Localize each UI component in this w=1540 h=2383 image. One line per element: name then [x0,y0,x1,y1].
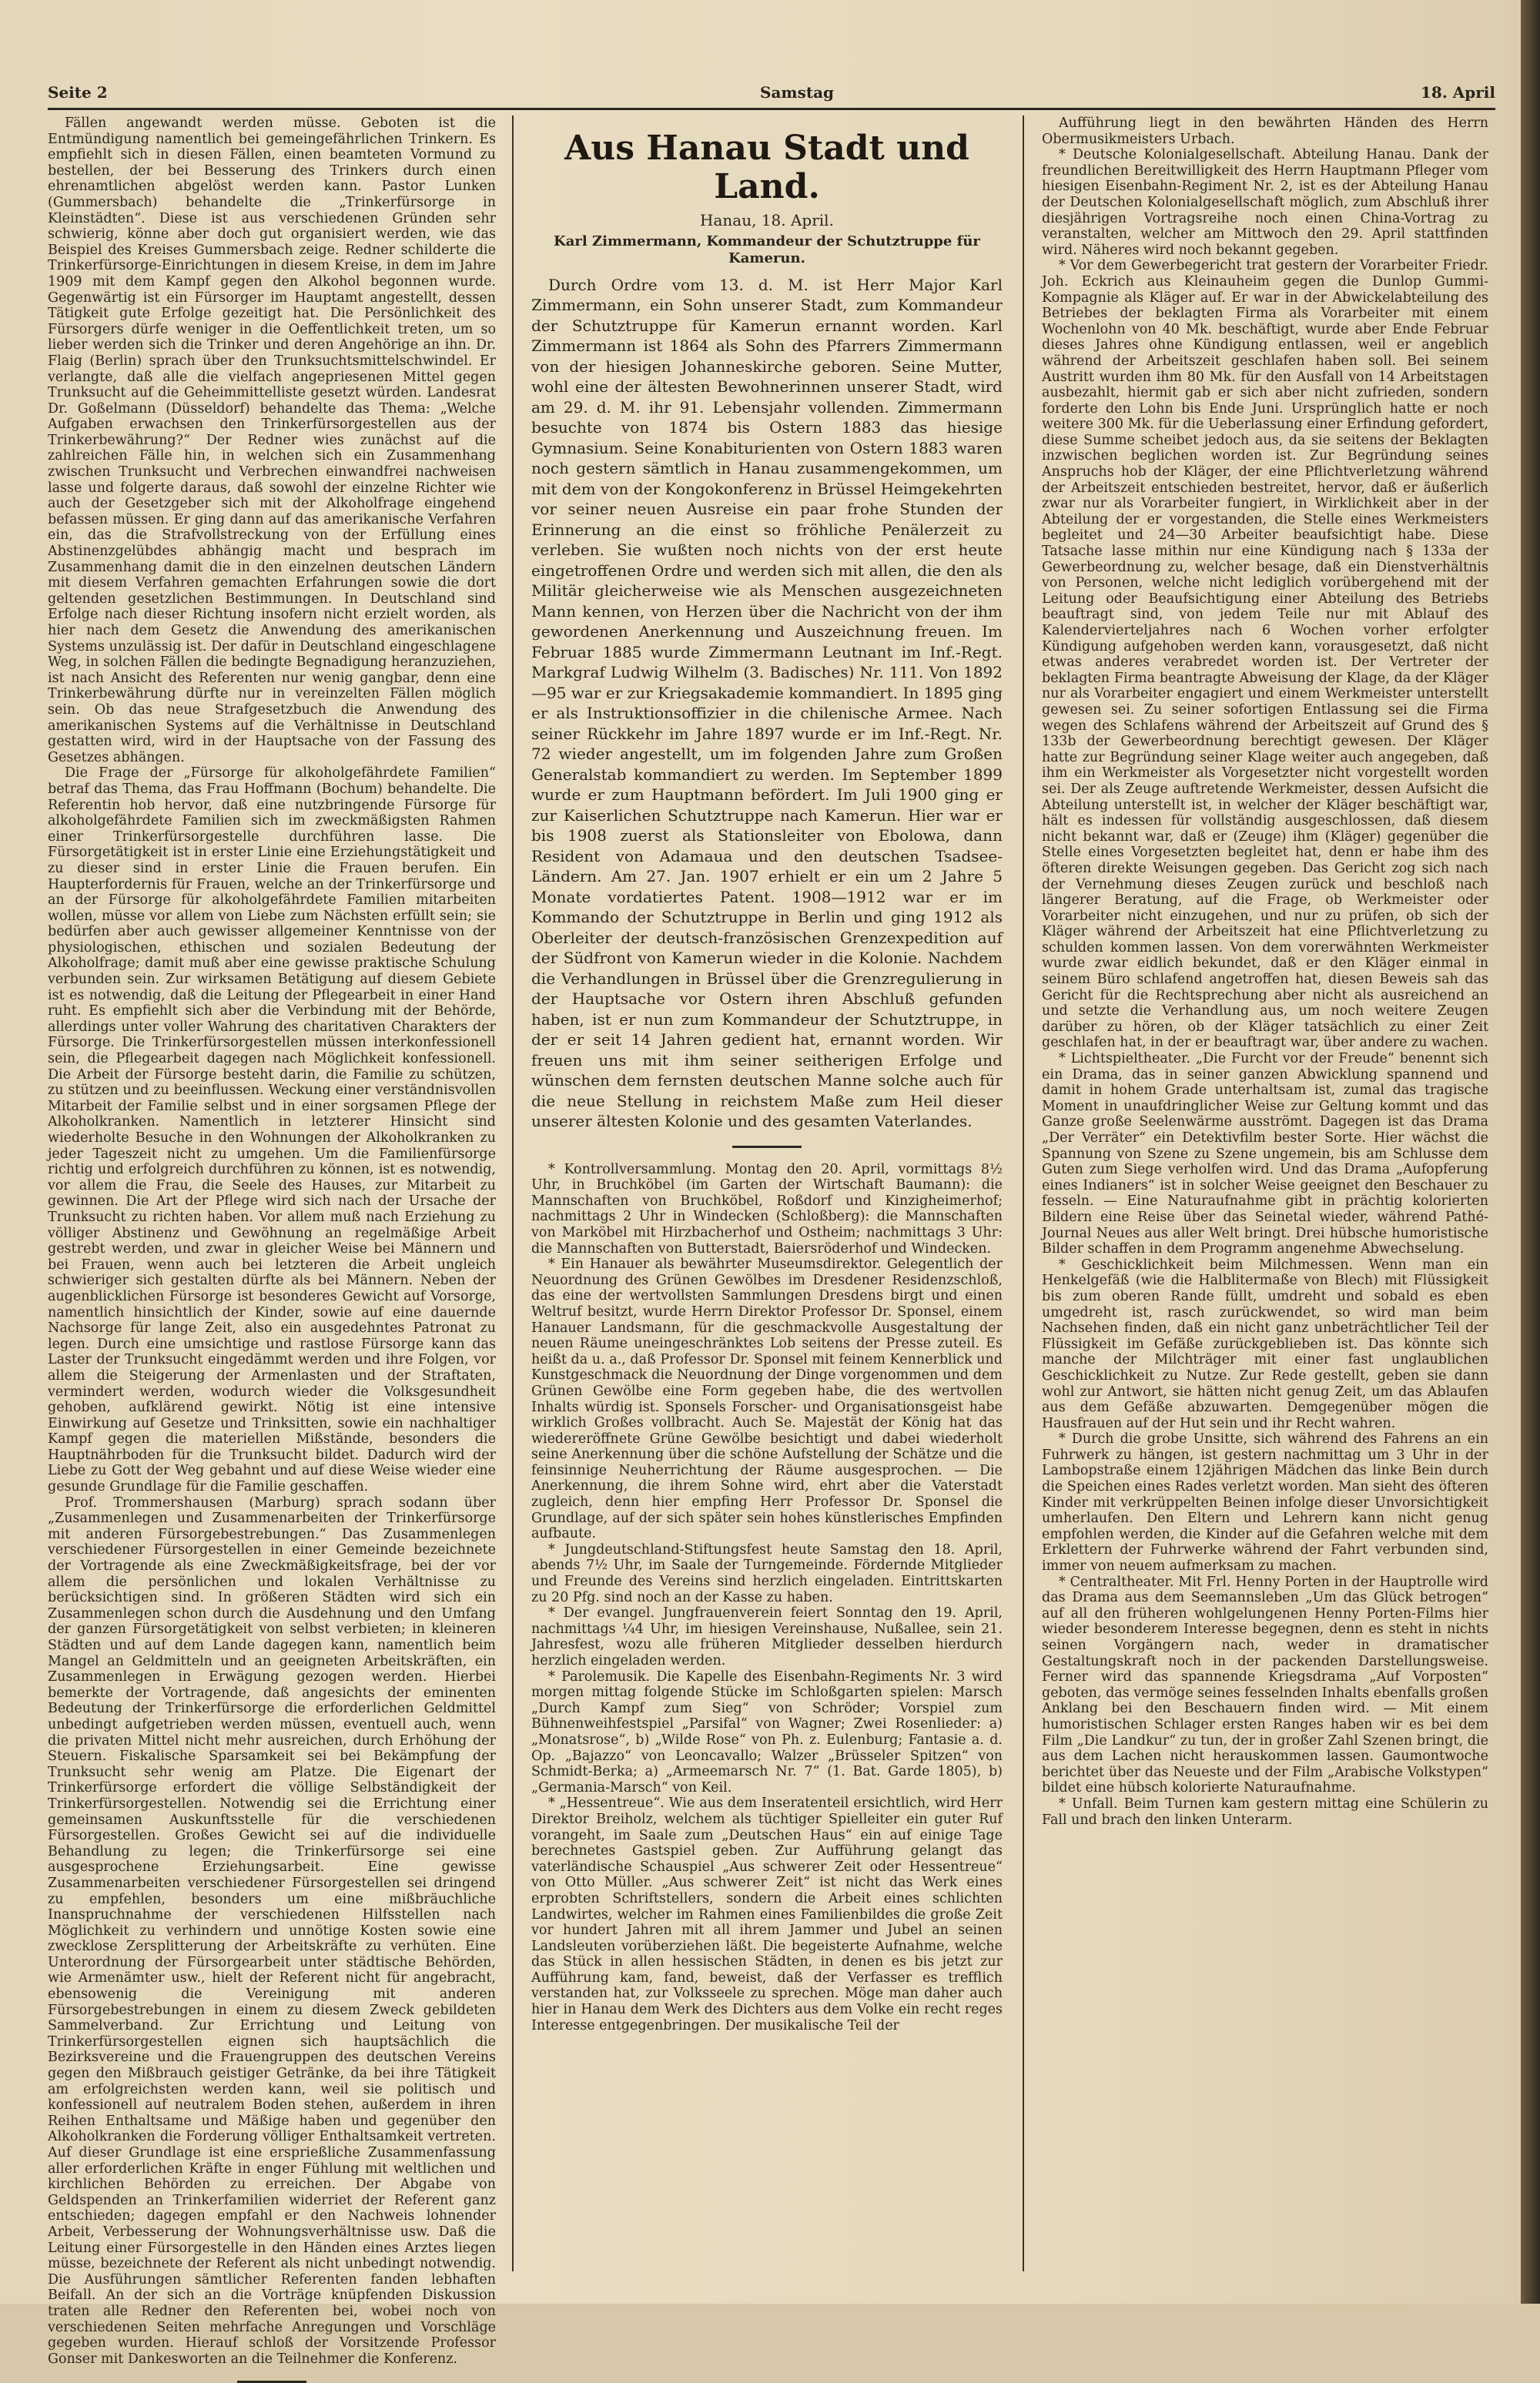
column-rule-1 [512,115,514,2271]
section-title: Aus Hanau Stadt und Land. [564,129,969,206]
news-item: * Vor dem Gewerbegericht trat gestern der Vorarbeiter Friedr. Joh. Eckrich aus Kleinauheim gegen die Dunlop Gummi-Kompagnie als Kläger auf. Er war in der Abwickelabteilung des Betriebes der beklagten Firma als Vorarbeiter mit einem Wochenlohn von 40 Mk. beschäftigt, wurde aber Ende Februar dieses Jahres ohne Kündigung entlassen, weil er angeblich während der Arbeitszeit geschlafen haben soll. Bei seinem Austritt wurden ihm 80 Mk. für den Ausfall von 14 Arbeitstagen ausbezahlt, hiermit gab er sich aber nicht zufrieden, sondern forderte den Lohn bis Ende Juni. Ursprünglich hatte er noch weitere 300 Mk. für die Ueberlassung einer Erfindung gefordert, diese Summe scheibet jedoch aus, da sie seitens der Beklagten inzwischen beglichen worden ist. Zur Begründung seines Anspruchs hob der Kläger, der eine Pflichtverletzung während der Arbeitszeit entschieden bestreitet, hervor, daß er äußerlich zwar nur als Vorarbeiter fungiert, in Wirklichkeit aber in der Abteilung der er vorgestanden, die Stelle eines Werkmeisters begleitet und 24—30 Arbeiter beaufsichtigt habe. Diese Tatsache lasse mithin nur eine Kündigung nach § 133a der Gewerbeordnung zu, welcher besage, daß ein Dienstverhältnis von Personen, welche nicht lediglich vorübergehend mit der Leitung oder Beaufsichtigung einer Abteilung des Betriebs beauftragt sind, von jedem Teile nur mit Ablauf des Kalendervierteljahres nach 6 Wochen vorher erfolgter Kündigung aufgehoben werden kann, vorausgesetzt, daß nicht etwas anderes verabredet worden ist. Der Vertreter der beklagten Firma beantragte Abweisung der Klage, da der Kläger nur als Vorarbeiter engagiert und einem Werkmeister unterstellt gewesen sei. Zu seiner sofortigen Entlassung sei die Firma wegen des Schlafens während der Arbeitszeit auf Grund des § 133b der Gewerbeordnung berechtigt gewesen. Der Kläger hatte zur Begründung seiner Klage weiter auch angegeben, daß ihm ein Werkmeister als Vorgesetzter nicht vorgestellt worden sei. Der als Zeuge auftretende Werkmeister, dessen Aufsicht die Abteilung unterstellt ist, in welcher der Kläger beschäftigt war, hält es indessen für vollständig ausgeschlossen, daß diesem nicht bekannt war, daß er (Zeuge) ihm (Kläger) gegenüber die Stelle eines Vorgesetzten begleitet hat, denn er habe ihm des öfteren direkte Weisungen gegeben. Das Gericht zog sich nach der Vernehmung dieses Zeugen zurück und beschloß nach längerer Beratung, auf die Frage, ob Werkmeister oder Vorarbeiter nicht einzugehen, und nur zu prüfen, ob sich der Kläger während der Arbeitszeit hat eine Pflichtverletzung zu schulden kommen lassen. Von dem vorerwähnten Werkmeister wurde zwar eidlich bekundet, daß er den Kläger einmal in seinem Büro schlafend angetroffen hat, diesen Beweis sah das Gericht für die Rechtsprechung aber nicht als ausreichend an und setzte die Verhandlung aus, um noch weitere Zeugen darüber zu hören, ob der Kläger tatsächlich zu einer Zeit geschlafen hat, in der er beauftragt war, über andere zu wachen. [1042,258,1488,1051]
article-paragraph: Prof. Trommershausen (Marburg) sprach sodann über „Zusammenlegen und Zusammenarbeiten der Trinkerfürsorge mit anderen Fürsorgebestrebungen.“ Das Zusammenlegen verschiedener Fürsorgestellen in einer Gemeinde bezeichnete der Vortragende als eine Zweckmäßigkeitsfrage, bei der vor allem die persönlichen und lokalen Verhältnisse zu berücksichtigen sind. In größeren Städten wird sich ein Zusammenlegen schon durch die Ausdehnung und den Umfang der ganzen Fürsorgetätigkeit von selbst verbieten; in kleineren Städten und auf dem Lande dagegen kann, namentlich beim Mangel an Geldmitteln und an geeigneten Arbeitskräften, ein Zusammenlegen in Erwägung gezogen werden. Hierbei bemerkte der Vortragende, daß angesichts der eminenten Bedeutung der Trinkerfürsorge die erforderlichen Geldmittel unbedingt aufgetrieben werden müssen, eventuell auch, wenn die privaten Mittel nicht mehr ausreichen, durch Erhöhung der Steuern. Fiskalische Sparsamkeit sei bei Bekämpfung der Trunksucht sehr wenig am Platze. Die Eigenart der Trinkerfürsorge erfordert die völlige Selbständigkeit der Trinkerfürsorgestellen. Notwendig sei die Errichtung einer gemeinsamen Auskunftsstelle für die verschiedenen Fürsorgestellen. Großes Gewicht sei auf die individuelle Behandlung zu legen; die Trinkerfürsorge sei eine ausgesprochene Erziehungsarbeit. Eine gewisse Zusammenarbeiten verschiedener Fürsorgestellen sei dringend zu empfehlen, besonders um eine mißbräuchliche Inanspruchnahme der verschiedenen Hilfsstellen nach Möglichkeit zu verhindern und unnötige Kosten sowie eine zwecklose Zersplitterung der Arbeitskräfte zu verhüten. Eine Unterordnung der Fürsorgearbeit unter städtische Behörden, wie Armenämter usw., hielt der Referent nicht für angebracht, ebensowenig die Vereinigung mit anderen Fürsorgebestrebungen in einem zu diesem Zweck gebildeten Sammelverband. Zur Errichtung und Leitung von Trinkerfürsorgestellen eignen sich hauptsächlich die Bezirksvereine und die Frauengruppen des deutschen Vereins gegen den Mißbrauch geistiger Getränke, da bei ihre Tätigkeit am erfolgreichsten werden kann, weil sie politisch und konfessionell auf neutralem Boden stehen, außerdem in ihren Reihen Enthaltsame und Mäßige haben und gegenüber den Alkoholkranken die Forderung völliger Enthaltsamkeit vertreten. Auf dieser Grundlage ist eine ersprießliche Zusammenfassung aller erforderlichen Kräfte in enger Fühlung mit weltlichen und kirchlichen Behörden zu erreichen. Der Abgabe von Geldspenden an Trinkerfamilien widerriet der Referent ganz entschieden; dagegen empfahl er den Nachweis lohnender Arbeit, Verbesserung der Wohnungsverhältnisse usw. Daß die Leitung einer Fürsorgestelle in den Händen eines Arztes liegen müsse, bezeichnete der Referent als nicht unbedingt notwendig. Die Ausführungen sämtlicher Referenten fanden lebhaften Beifall. An der sich an die Vorträge knüpfenden Diskussion traten alle Redner den Referenten bei, wobei noch von verschiedenen Seiten mehrfache Anregungen und Vorschläge gegeben wurden. Hierauf schloß der Vorsitzende Professor Gonser mit Dankesworten an die Teilnehmer die Konferenz. [48,1494,496,2367]
news-item: * Ein Hanauer als bewährter Museumsdirektor. Gelegentlich der Neuordnung des Grünen Gewölbes im Dresdener Residenzschloß, das eine der wertvollsten Sammlungen Dresdens birgt und einen Weltruf besitzt, wurde Herrn Direktor Professor Dr. Sponsel, einem Hanauer Landsmann, für die geschmackvolle Ausgestaltung der neuen Räume uneingeschränktes Lob seitens der Presse zuteil. Es heißt da u. a., daß Professor Dr. Sponsel mit feinem Kennerblick und Kunstgeschmack die Neuordnung der Dinge vorgenommen und dem Grünen Gewölbe eine Form gegeben habe, die des wertvollen Inhalts würdig ist. Sponsels Forscher- und Organisationsgeist habe wirklich Großes vollbracht. Auch Se. Majestät der König hat das wiedereröffnete Grüne Gewölbe besichtigt und dabei wiederholt seine Anerkennung über die schöne Aufstellung der Schätze und die feinsinnige Neuherrichtung der Räume ausgesprochen. — Die Anerkennung, die ihrem Sohne wird, ehrt aber die Vaterstadt zugleich, denn hier empfing Herr Professor Dr. Sponsel die Grundlage, auf der sich später sein hohes künstlerisches Empfinden aufbaute. [531,1257,1003,1542]
column-rule-2 [1023,115,1024,2271]
news-item: * „Hessentreue“. Wie aus dem Inseratenteil ersichtlich, wird Herr Direktor Breiholz, welchem als tüchtiger Spielleiter ein guter Ruf vorangeht, im Saale zum „Deutschen Haus“ ein auf einige Tage berechnetes Gastspiel geben. Zur Aufführung gelangt das vaterländische Schauspiel „Aus schwerer Zeit oder Hessentreue“ von Otto Müller. „Aus schwerer Zeit“ ist nicht das Werk eines erprobten Schriftstellers, sondern die Arbeit eines schlichten Landwirtes, welcher im Rahmen eines Familienbildes die große Zeit vor hundert Jahren mit all ihrem Jammer und Jubel an seinen Landsleuten vorüberziehen läßt. Die begeisterte Aufnahme, welche das Stück in allen hessischen Städten, in denen es bis jetzt zur Aufführung kam, fand, beweist, daß der Verfasser es trefflich verstanden hat, zur Volksseele zu sprechen. Möge man daher auch hier in Hanau dem Werk des Dichters aus dem Volke ein recht reges Interesse entgegenbringen. Der musikalische Teil der [531,1796,1003,2033]
news-item: * Geschicklichkeit beim Milchmessen. Wenn man ein Henkelgefäß (wie die Halblitermaße von Blech) mit Flüssigkeit bis zum oberen Rande füllt, umdreht und sobald es eben umgedreht ist, rasch zurückwendet, so wird man beim Nachsehen finden, daß ein nicht ganz unbeträchtlicher Teil der Flüssigkeit im Gefäße zurückgeblieben ist. Das könnte sich manche der Milchträger mit einer fast unglaublichen Geschicklichkeit zu Nutze. Zur Rede gestellt, geben sie dann wohl zur Antwort, sie hätten nicht genug Zeit, um das Ablaufen aus dem Gefäße abzuwarten. Demgegenüber mögen die Hausfrauen auf der Hut sein und ihr Recht wahren. [1042,1257,1488,1431]
weekday: Samstag [760,83,835,102]
news-item: * Deutsche Kolonialgesellschaft. Abteilung Hanau. Dank der freundlichen Bereitwilligkeit des Herrn Hauptmann Pfleger vom hiesigen Eisenbahn-Regiment Nr. 2, ist es der Abteilung Hanau der Deutschen Kolonialgesellschaft möglich, zum Abschluß ihrer diesjährigen Vortragsreihe noch einen China-Vortrag zu veranstalten, welcher am Mittwoch den 29. April stattfinden wird. Näheres wird noch bekannt gegeben. [1042,147,1488,258]
news-item: * Der evangel. Jungfrauenverein feiert Sonntag den 19. April, nachmittags ¼4 Uhr, im hiesigen Vereinshause, Nußallee, sein 21. Jahresfest, wozu alle früheren Mitglieder desselben hierdurch herzlich eingeladen werden. [531,1605,1003,1668]
article-paragraph: Fällen angewandt werden müsse. Geboten ist die Entmündigung namentlich bei gemeingefährlichen Trinkern. Es empfiehlt sich in diesen Fällen, einen beamteten Vormund zu bestellen, der bei Besserung des Trinkers durch einen ehrenamtlichen abgelöst werden kann. Pastor Lunken (Gummersbach) behandelte die „Trinkerfürsorge in Kleinstädten“. Diese ist aus verschiedenen Gründen sehr schwierig, könne aber doch gut organisiert werden, wie das Beispiel des Kreises Gummersbach zeige. Redner schilderte die Trinkerfürsorge-Einrichtungen in diesem Kreise, in dem im Jahre 1909 mit dem Kampf gegen den Alkohol begonnen wurde. Gegenwärtig ist ein Fürsorger im Hauptamt angestellt, dessen Tätigkeit gute Erfolge gezeitigt hat. Die Persönlichkeit des Fürsorgers dürfe weniger in die Oeffentlichkeit treten, um so lieber werden sich die Trinker und deren Angehörige an ihn. Dr. Flaig (Berlin) sprach über den Trunksuchtsmittelschwindel. Er verlangte, daß alle die vielfach angepriesenen Mittel gegen Trunksucht auf die Geheimmittelliste gesetzt würden. Landesrat Dr. Goßelmann (Düsseldorf) behandelte das Thema: „Welche Aufgaben erwachsen den Trinkerfürsorgestellen aus der Trinkerbewährung?“ Der Redner wies zunächst auf die zahlreichen Fälle hin, in welchen sich ein Zusammenhang zwischen Trunksucht und Verbrechen einwandfrei nachweisen lasse und folgerte daraus, daß sowohl der einzelne Richter wie auch der Gesetzgeber sich mit der Alkoholfrage eingehend befassen müssen. Er ging dann auf das amerikanische Verfahren ein, das die Strafvollstreckung von der Erfüllung eines Abstinenzgelübdes abhängig macht und besprach im Zusammenhang damit die in den einzelnen deutschen Ländern mit diesem Verfahren gemachten Erfahrungen sowie die dort geltenden gesetzlichen Bestimmungen. In Deutschland sind Erfolge nach dieser Richtung insofern nicht erzielt worden, als hier nach dem Gesetz die Anwendung des amerikanischen Systems unzulässig ist. Der dafür in Deutschland eingeschlagene Weg, in solchen Fällen die bedingte Begnadigung heranzuziehen, ist nach Ansicht des Referenten nur wenig gangbar, denn eine Trinkerbewährung dürfte nur in vereinzelten Fällen möglich sein. Ob das neue Strafgesetzbuch die Anwendung des amerikanischen Systems auf die Verhältnisse in Deutschland gestatten wird, wird in der Hauptsache von der Fassung des Gesetzes abhängen. [48,115,496,765]
dateline: Hanau, 18. April. [700,211,834,229]
date: 18. April [1421,83,1495,102]
news-item: Aufführung liegt in den bewährten Händen des Herrn Obermusikmeisters Urbach. [1042,115,1488,147]
binding-edge [1521,0,1540,2304]
page-header [48,80,1495,106]
news-item: * Parolemusik. Die Kapelle des Eisenbahn-Regiments Nr. 3 wird morgen mittag folgende Stücke im Schloßgarten spielen: Marsch „Durch Kampf zum Sieg“ von Schröder; Vorspiel zum Bühnenweihfestspiel „Parsifal“ von Wagner; Zwei Rosenlieder: a) „Monatsrose“, b) „Wilde Rose“ von Ph. z. Eulenburg; Fantasie a. d. Op. „Bajazzo“ von Leoncavallo; Walzer „Brüsseler Spitzen“ von Schmidt-Berka; a) „Armeemarsch Nr. 7“ (1. Bat. Garde 1805), b) „Germania-Marsch“ von Keil. [531,1668,1003,1796]
news-item: * Durch die grobe Unsitte, sich während des Fahrens an ein Fuhrwerk zu hängen, ist gestern nachmittag um 3 Uhr in der Lambopstraße einem 12jährigen Mädchen das linke Bein durch die Speichen eines Rades verletzt worden. Man sieht des öfteren Kinder mit verkrüppelten Beinen infolge dieser Unvorsichtigkeit umherlaufen. Den Eltern und Lehrern kann nicht genug empfohlen werden, die Kinder auf die Gefahren welche mit dem Erklettern der Fuhrwerke während der Fahrt verbunden sind, immer von neuem aufmerksam zu machen. [1042,1431,1488,1575]
page-number: Seite 2 [48,83,108,102]
header-rule [48,108,1495,110]
column-3 [1042,115,1488,2302]
news-item: * Unfall. Beim Turnen kam gestern mittag eine Schülerin zu Fall und brach den linken Unterarm. [1042,1796,1488,1828]
separator [732,1146,802,1148]
news-item: * Centraltheater. Mit Frl. Henny Porten in der Hauptrolle wird das Drama aus dem Seemannsleben „Um das Glück betrogen“ auf all den früheren wohlgelungenen Henny Porten-Films hier wieder besonderem Interesse begegnen, denn es steht in nichts seinen Vorgängern nach, weder in dramatischer Gestaltungskraft noch in der packenden Darstellungsweise. Ferner wird das spannende Kriegsdrama „Auf Vorposten“ geboten, das vermöge seines fesselnden Inhalts ebenfalls großen Anklang bei den Beschauern finden wird. — Mit einem humoristischen Schlager ersten Ranges haben wir es bei dem Film „Die Landkur“ zu tun, der in großer Zahl Szenen bringt, die aus dem Lachen nicht herauskommen lassen. Gaumontwoche berichtet über das Neueste und der Film „Arabische Volkstypen“ bildet eine hübsch kolorierte Naturaufnahme. [1042,1574,1488,1796]
lead-article: Durch Ordre vom 13. d. M. ist Herr Major Karl Zimmermann, ein Sohn unserer Stadt, zum Kommandeur der Schutztruppe für Kamerun ernannt worden. Karl Zimmermann ist 1864 als Sohn des Pfarrers Zimmermann von der hiesigen Johanneskirche geboren. Seine Mutter, wohl eine der ältesten Bewohnerinnen unserer Stadt, wird am 29. d. M. ihr 91. Lebensjahr vollenden. Zimmermann besuchte von 1874 bis Ostern 1883 das hiesige Gymnasium. Seine Konabiturienten von Ostern 1883 waren noch gestern sämtlich in Hanau zusammengekommen, um mit dem von der Kongokonferenz in Brüssel Heimgekehrten vor seiner neuen Ausreise ein paar frohe Stunden der Erinnerung an die einst so fröhliche Penälerzeit zu verleben. Sie wußten noch nichts von der erst heute eingetroffenen Ordre und werden sich mit allen, die den als Militär gleicherweise wie als Menschen ausgezeichneten Mann kennen, von Herzen über die Nachricht von der ihm gewordenen Anerkennung und Auszeichnung freuen. Im Februar 1885 wurde Zimmermann Leutnant im Inf.-Regt. Markgraf Ludwig Wilhelm (3. Badisches) Nr. 111. Von 1892—95 war er zur Kriegsakademie kommandiert. In 1895 ging er als Instruktionsoffizier in die chilenische Armee. Nach seiner Rückkehr im Jahre 1897 wurde er im Inf.-Regt. Nr. 72 wieder angestellt, um im folgenden Jahre zum Großen Generalstab kommandiert zu werden. Im September 1899 wurde er zum Hauptmann befördert. Im Juli 1900 ging er zur Kaiserlichen Schutztruppe nach Kamerun. Hier war er bis 1908 zuerst als Stationsleiter von Ebolowa, dann Resident von Adamaua und den deutschen Tsadsee-Ländern. Am 27. Jan. 1907 erhielt er ein um 2 Jahre 5 Monate vordatiertes Patent. 1908—1912 war er im Kommando der Schutztruppe in Berlin und ging 1912 als Oberleiter der deutsch-französischen Grenzexpedition auf der Südfront von Kamerun wieder in die Kolonie. Nachdem die Verhandlungen in Brüssel über die Grenzregulierung in der Hauptsache vor Ostern ihren Abschluß gefunden haben, ist er nun zum Kommandeur der Schutztruppe, in der er seit 14 Jahren gedient hat, ernannt worden. Wir freuen uns mit ihm seiner seitherigen Erfolge und wünschen dem fernsten deutschen Manne solche auch für die neue Stellung in reichstem Maße zum Heil dieser unserer ältesten Kolonie und des gesamten Vaterlandes. [531,275,1003,1131]
news-item: * Jungdeutschland-Stiftungsfest heute Samstag den 18. April, abends 7½ Uhr, im Saale der Turngemeinde. Fördernde Mitglieder und Freunde des Vereins sind herzlich eingeladen. Eintrittskarten zu 20 Pfg. sind noch an der Kasse zu haben. [531,1541,1003,1605]
article-headline: Karl Zimmermann, Kommandeur der Schutztruppe für Kamerun. [554,233,980,266]
news-item: * Lichtspieltheater. „Die Furcht vor der Freude“ benennt sich ein Drama, das in seiner ganzen Abwicklung spannend und damit in hohem Grade unterhaltsam ist, zumal das tragische Moment in unaufdringlicher Weise zur Geltung kommt und das Ganze große Seelenwärme ausströmt. Dagegen ist das Drama „Der Verräter“ ein Detektivfilm bester Sorte. Hier wächst die Spannung von Szene zu Szene ungemein, bis am Schlusse dem Guten zum Siege verholfen wird. Und das Drama „Aufopferung eines Indianers“ ist in solcher Weise geeignet den Beschauer zu fesseln. — Eine Naturaufnahme gibt in prächtig kolorierten Bildern eine Reise über das Seinetal wieder, während Pathé-Journal Neues aus aller Welt bringt. Drei hübsche humoristische Bilder schaffen in dem Programm angenehme Abwechselung. [1042,1051,1488,1257]
column-2 [531,115,1003,2271]
article-paragraph: Die Frage der „Fürsorge für alkoholgefährdete Familien“ betraf das Thema, das Frau Hoffmann (Bochum) behandelte. Die Referentin hob hervor, daß eine nutzbringende Fürsorge für alkoholgefährdete Familien sich im zweckmäßigsten Rahmen einer Trinkerfürsorgestelle durchführen lasse. Die Fürsorgetätigkeit ist in erster Linie eine Erziehungstätigkeit und zu dieser sind in erster Linie die Frauen berufen. Ein Haupterfordernis für Frauen, welche an der Trinkerfürsorge und an der Fürsorge für alkoholgefährdete Familien mitarbeiten wollen, müsse vor allem von Liebe zum Nächsten erfüllt sein; sie bedürfen aber auch gewisser allgemeiner Kenntnisse von der physiologischen, ethischen und sozialen Bedeutung der Alkoholfrage; damit muß aber eine gewisse praktische Schulung verbunden sein. Zur wirksamen Betätigung auf diesem Gebiete ist es notwendig, daß die Leitung der Pflegearbeit in einer Hand ruht. Es empfiehlt sich aber die Verbindung mit der Behörde, allerdings unter voller Wahrung des charitativen Charakters der Fürsorge. Die Trinkerfürsorgestellen müssen interkonfessionell sein, die Pflegearbeit dagegen nach Möglichkeit konfessionell. Die Arbeit der Fürsorge besteht darin, die Familie zu schützen, zu stützen und zu beeinflussen. Weckung einer verständnisvollen Mitarbeit der Familie selbst und in einer sorgsamen Pflege der Alkoholkranken. Namentlich in letzterer Hinsicht sind wiederholte Besuche in den Wohnungen der Alkoholkranken zu jeder Tageszeit nicht zu umgehen. Um die Familienfürsorge richtig und erfolgreich durchführen zu können, ist es notwendig, vor allem die Frau, die Seele des Hauses, zur Mitarbeit zu gewinnen. Die Art der Pflege wird sich nach der Ursache der Trunksucht zu richten haben. Vor allem muß nach Erziehung zu völliger Abstinenz und Gewöhnung an regelmäßige Arbeit gestrebt werden, und zwar in gleicher Weise bei Männern und bei Frauen, wenn auch bei letzteren die Arbeit ungleich schwieriger sich gestalten dürfte als bei Männern. Neben der augenblicklichen Fürsorge ist besonderes Gewicht auf Vorsorge, namentlich hinsichtlich der Kinder, sowie auf eine dauernde Nachsorge für lange Zeit, also ein ausgedehntes Patronat zu legen. Durch eine umsichtige und rastlose Fürsorge kann das Laster der Trunksucht eingedämmt werden und ihre Folgen, vor allem die Steigerung der Armenlasten und der Straftaten, vermindert werden, wodurch wieder die Volksgesundheit gehoben, aufklärend gewirkt. Nötig ist eine intensive Einwirkung auf Gesetze und Trinksitten, sowie ein nachhaltiger Kampf gegen die materiellen Mißstände, besonders die Hauptnährboden für die Trunksucht bildet. Dadurch wird der Liebe zu Gott der Weg gebahnt und auf diese Weise wieder eine gesunde Grundlage für die Familie geschaffen. [48,765,496,1495]
news-item: * Kontrollversammlung. Montag den 20. April, vormittags 8½ Uhr, in Bruchköbel (im Garten der Wirtschaft Baumann): die Mannschaften von Bruchköbel, Roßdorf und Kinzigheimerhof; nachmittags 2 Uhr in Windecken (Schloßberg): die Mannschaften von Marköbel mit Hirzbacherhof und Ostheim; nachmittags 3 Uhr: die Mannschaften von Butterstadt, Baiersröderhof und Windecken. [531,1161,1003,1257]
column-1 [48,115,496,2367]
